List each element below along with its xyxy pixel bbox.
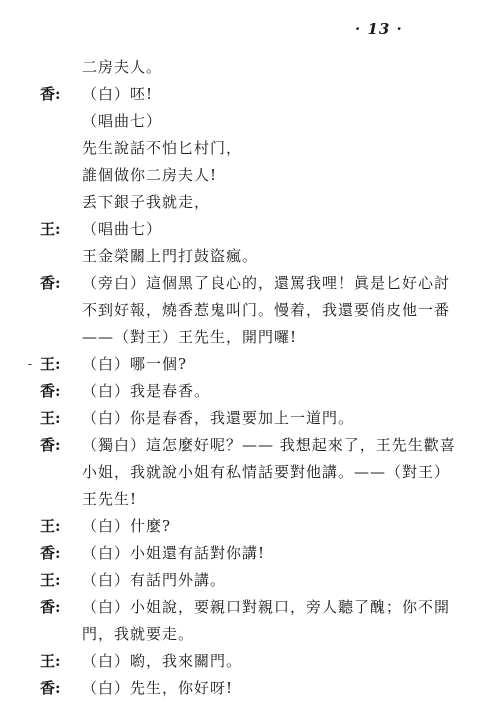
script-line	[0, 243, 482, 270]
speaker-label: 香:	[40, 598, 61, 616]
line-text: 丢下銀子我就走，	[82, 193, 211, 211]
line-text: 先生說話不怕匕村门，	[82, 139, 243, 157]
line-text: 小姐，我就說小姐有私情話要對他講。——（對王）	[82, 463, 451, 481]
script-body	[0, 54, 482, 702]
script-line	[0, 270, 482, 297]
line-text: （獨白）這怎麼好呢？—— 我想起來了，王先生歡喜	[82, 436, 456, 454]
speaker-label: 香:	[40, 679, 61, 697]
line-text: （白）小姐說，要親口對親口，旁人聽了醜；你不開	[82, 598, 451, 616]
line-text: （唱曲七）	[82, 220, 163, 238]
script-line	[0, 432, 482, 459]
speaker-label: 王:	[40, 409, 61, 427]
line-text: 門，我就要走。	[82, 625, 195, 643]
script-line	[0, 297, 482, 324]
script-line	[0, 513, 482, 540]
speaker-label: 王:	[40, 220, 61, 238]
line-text: （白）先生，你好呀!	[82, 679, 234, 697]
line-text: ——（對王）王先生，開門囉!	[82, 328, 298, 346]
speaker-label: 王:	[40, 355, 61, 373]
script-line	[0, 351, 482, 378]
speaker-label: 香:	[40, 544, 61, 562]
script-line	[0, 216, 482, 243]
speaker-label: 香:	[40, 436, 61, 454]
line-text: 王先生!	[82, 490, 138, 508]
script-line	[0, 189, 482, 216]
script-line	[0, 621, 482, 648]
line-text: 誰個做你二房夫人!	[82, 166, 218, 184]
script-line	[0, 486, 482, 513]
page-number: · 13 ·	[355, 20, 403, 38]
line-text: 不到好報，燒香惹鬼叫门。慢着，我還要俏皮他一番	[82, 301, 451, 319]
script-line	[0, 135, 482, 162]
line-text: 王金榮關上門打鼓盜瘋。	[82, 247, 259, 265]
line-text: （白）小姐還有話對你講!	[82, 544, 266, 562]
margin-mark: -	[28, 357, 34, 371]
line-text: （白）我是春香。	[82, 382, 211, 400]
speaker-label: 香:	[40, 85, 61, 103]
speaker-label: 王:	[40, 652, 61, 670]
script-line	[0, 648, 482, 675]
line-text: （白）喲，我來關門。	[82, 652, 243, 670]
speaker-label: 香:	[40, 274, 61, 292]
script-line	[0, 540, 482, 567]
script-line	[0, 108, 482, 135]
line-text: （白）哪一個?	[82, 355, 188, 373]
line-text: （白）呸!	[82, 85, 154, 103]
speaker-label: 王:	[40, 517, 61, 535]
line-text: （白）你是春香，我還要加上一道門。	[82, 409, 355, 427]
script-line	[0, 81, 482, 108]
script-line	[0, 162, 482, 189]
line-text: （白）什麼?	[82, 517, 172, 535]
line-text: 二房夫人。	[82, 58, 163, 76]
script-line	[0, 54, 482, 81]
line-text: （旁白）這個黑了良心的，還罵我哩！眞是匕好心討	[82, 274, 451, 292]
script-line	[0, 324, 482, 351]
script-line	[0, 378, 482, 405]
speaker-label: 王:	[40, 571, 61, 589]
script-line	[0, 567, 482, 594]
speaker-label: 香:	[40, 382, 61, 400]
line-text: （唱曲七）	[82, 112, 163, 130]
script-line	[0, 594, 482, 621]
script-line	[0, 675, 482, 702]
script-line	[0, 405, 482, 432]
line-text: （白）有話門外講。	[82, 571, 227, 589]
script-line	[0, 459, 482, 486]
